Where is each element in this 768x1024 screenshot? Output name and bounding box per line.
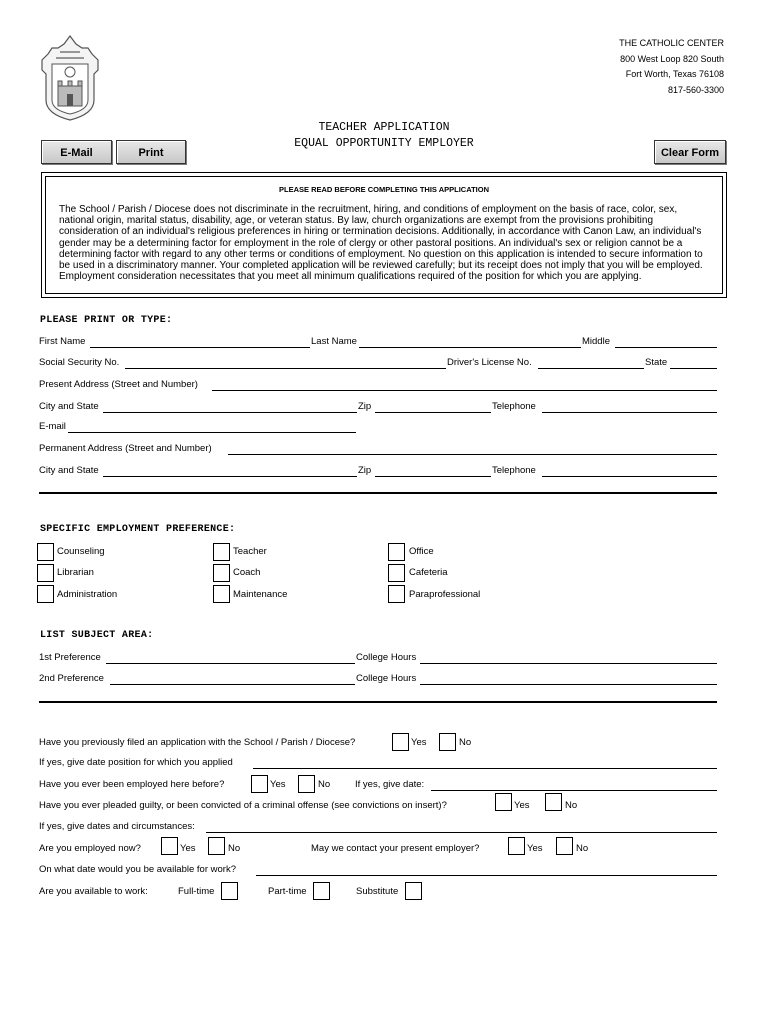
employed-before-question: Have you ever been employed here before? [39,779,225,790]
notice-body: The School / Parish / Diocese does not discriminate in the recruitment, hiring, and conditions of employment on the basis of race, color, sex, national origin, marital status, disability, age, or veteran status. By law, church organizations are exempt from the provisions prohibiting consideration of an individual's religious preferences in hiring or termination decisions. Additionally, in accordance with Canon Law, an individual's gender may be a determining factor for employment in the role of clergy or other pastoral positions. An individual's sex or religion cannot be a determining factor with regard to any other terms or conditions of employment. No question on this application is intended to secure information to be used in a discriminatory manner. Your completed application will be reviewed carefully; but its receipt does not imply that you will be employed. Employment consideration necessitates that you meet all minimum qualifications required of the position for which you are applying. [59,204,703,283]
convicted-no-checkbox[interactable] [545,793,562,811]
org-phone: 817-560-3300 [667,84,724,95]
org-name: THE CATHOLIC CENTER [619,38,724,48]
filed-no-checkbox[interactable] [439,733,456,751]
librarian-checkbox[interactable] [37,564,54,582]
email-button[interactable]: E-Mail [41,140,112,164]
contact-yes-checkbox[interactable] [508,837,525,855]
ssn-field[interactable] [125,368,446,369]
employment-section-heading: SPECIFIC EMPLOYMENT PREFERENCE: [40,524,236,535]
second-preference-label: 2nd Preference [39,673,104,684]
available-date-label: On what date would you be available for work? [39,864,236,875]
maintenance-label: Maintenance [233,589,288,600]
part-time-label: Part-time [268,886,307,897]
first-preference-field[interactable] [106,663,355,664]
telephone-field[interactable] [542,412,717,413]
diocese-crest-logo [38,34,102,122]
middle-name-field[interactable] [615,347,717,348]
present-address-label: Present Address (Street and Number) [39,379,198,390]
permanent-zip-field[interactable] [375,476,491,477]
state-label: State [645,357,668,368]
employed-before-yes-label: Yes [270,779,286,790]
cafeteria-checkbox[interactable] [388,564,405,582]
ssn-label: Social Security No. [39,357,120,368]
convicted-yes-label: Yes [514,800,530,811]
filed-no-label: No [459,737,472,748]
contact-no-label: No [576,843,589,854]
permanent-telephone-field[interactable] [542,476,717,477]
state-field[interactable] [670,368,717,369]
notice-heading: PLEASE READ BEFORE COMPLETING THIS APPLICATION [278,185,489,194]
employed-now-yes-label: Yes [180,843,196,854]
paraprofessional-label: Paraprofessional [409,589,481,600]
organization-address [619,36,724,98]
form-title: TEACHER APPLICATION [318,121,450,134]
convicted-detail-label: If yes, give dates and circumstances: [39,821,195,832]
convicted-yes-checkbox[interactable] [495,793,512,811]
second-preference-field[interactable] [110,684,355,685]
cafeteria-label: Cafeteria [409,567,448,578]
permanent-address-label: Permanent Address (Street and Number) [39,443,212,454]
first-name-label: First Name [39,336,86,347]
org-street: 800 West Loop 820 South [620,53,724,64]
contact-yes-label: Yes [527,843,543,854]
filed-application-question: Have you previously filed an application with the School / Parish / Diocese? [39,737,356,748]
first-college-hours-label: College Hours [356,652,417,663]
last-name-label: Last Name [311,336,357,347]
employed-before-date-label: If yes, give date: [355,779,425,790]
email-label: E-mail [39,421,66,432]
convicted-no-label: No [565,800,578,811]
permanent-city-state-field[interactable] [103,476,357,477]
second-college-hours-label: College Hours [356,673,417,684]
first-preference-label: 1st Preference [39,652,101,663]
section-divider [39,492,717,494]
substitute-checkbox[interactable] [405,882,422,900]
city-state-label: City and State [39,401,99,412]
filed-detail-label: If yes, give date position for which you applied [39,757,233,768]
first-college-hours-field[interactable] [420,663,717,664]
drivers-license-label: Driver's License No. [447,357,532,368]
employed-now-no-label: No [228,843,241,854]
employed-before-yes-checkbox[interactable] [251,775,268,793]
permanent-zip-label: Zip [358,465,372,476]
contact-employer-question: May we contact your present employer? [311,843,480,854]
full-time-checkbox[interactable] [221,882,238,900]
employed-before-no-checkbox[interactable] [298,775,315,793]
last-name-field[interactable] [359,347,581,348]
permanent-city-state-label: City and State [39,465,99,476]
print-button[interactable]: Print [116,140,186,164]
substitute-label: Substitute [356,886,399,897]
available-to-work-question: Are you available to work: [39,886,148,897]
paraprofessional-checkbox[interactable] [388,585,405,603]
personal-section-heading: PLEASE PRINT OR TYPE: [40,315,173,326]
second-college-hours-field[interactable] [420,684,717,685]
permanent-address-field[interactable] [228,454,717,455]
city-state-field[interactable] [103,412,357,413]
employed-now-no-checkbox[interactable] [208,837,225,855]
first-name-field[interactable] [90,347,310,348]
org-city: Fort Worth, Texas 76108 [625,69,724,79]
administration-label: Administration [57,589,118,600]
filed-yes-checkbox[interactable] [392,733,409,751]
teacher-label: Teacher [233,546,267,557]
drivers-license-field[interactable] [538,368,644,369]
telephone-label: Telephone [492,401,536,412]
zip-field[interactable] [375,412,491,413]
contact-no-checkbox[interactable] [556,837,573,855]
notice-box [41,172,727,298]
employed-now-yes-checkbox[interactable] [161,837,178,855]
middle-name-label: Middle [582,336,610,347]
part-time-checkbox[interactable] [313,882,330,900]
coach-checkbox[interactable] [213,564,230,582]
coach-label: Coach [233,567,261,578]
permanent-telephone-label: Telephone [492,465,536,476]
section-divider [39,701,717,703]
employed-before-date-field[interactable] [431,790,717,791]
counseling-label: Counseling [57,546,105,557]
filed-yes-label: Yes [411,737,427,748]
email-field[interactable] [68,432,356,433]
office-label: Office [409,546,434,557]
subject-section-heading: LIST SUBJECT AREA: [40,630,154,641]
present-address-field[interactable] [212,390,717,391]
form-subtitle: EQUAL OPPORTUNITY EMPLOYER [294,137,474,150]
teacher-checkbox[interactable] [213,543,230,561]
clear-form-button[interactable]: Clear Form [654,140,726,164]
employed-now-question: Are you employed now? [39,843,141,854]
convicted-question: Have you ever pleaded guilty, or been convicted of a criminal offense (see convictions on insert)? [39,800,447,811]
administration-checkbox[interactable] [37,585,54,603]
available-date-field[interactable] [256,875,717,876]
zip-label: Zip [358,401,372,412]
convicted-detail-field[interactable] [206,832,717,833]
filed-detail-field[interactable] [253,768,717,769]
librarian-label: Librarian [57,567,94,578]
counseling-checkbox[interactable] [37,543,54,561]
office-checkbox[interactable] [388,543,405,561]
maintenance-checkbox[interactable] [213,585,230,603]
employed-before-no-label: No [318,779,331,790]
full-time-label: Full-time [178,886,215,897]
